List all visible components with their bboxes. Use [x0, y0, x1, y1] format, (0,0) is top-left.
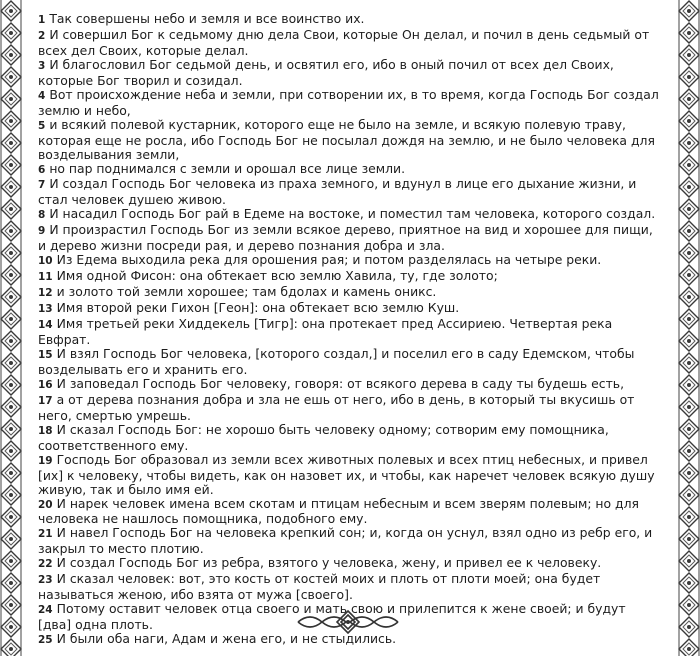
verse-text: И взял Господь Бог человека, [которого создал,] и поселил его в саду Едемском, чтобы возделывать его и хранить его.: [38, 345, 635, 377]
verse-number: 6: [38, 163, 46, 176]
verse-17: [38, 393, 662, 423]
verse-number: 20: [38, 498, 53, 511]
verse-text: Из Едема выходила река для орошения рая; и потом разделялась на четыре реки.: [56, 252, 602, 268]
verse-13: [38, 301, 662, 317]
verse-text: И насадил Господь Бог рай в Едеме на востоке, и поместил там человека, которого создал.: [49, 206, 656, 222]
verse-text: Вот происхождение неба и земли, при сотворении их, в то время, когда Господь Бог создал землю и небо,: [38, 86, 659, 118]
verse-number: 25: [38, 634, 53, 647]
verse-14: [38, 317, 662, 347]
verse-text: Имя второй реки Гихон [Геон]: она обтекает всю землю Куш.: [56, 300, 460, 316]
verse-number: 16: [38, 378, 53, 391]
verse-number: 12: [38, 287, 53, 300]
verse-12: [38, 285, 662, 301]
verse-text: И были оба наги, Адам и жена его, и не стыдились.: [56, 631, 397, 647]
verse-text: Потому оставит человек отца своего и мать свою и прилепится к жене своей; и будут [два] одна плоть.: [38, 601, 626, 633]
verse-1: [38, 12, 662, 28]
verse-20: [38, 497, 662, 527]
verse-text: И нарек человек имена всем скотам и птицам небесным и всем зверям полевым; но для человека не нашлось помощника, подобного ему.: [38, 495, 639, 527]
verse-number: 13: [38, 303, 53, 316]
verse-number: 9: [38, 225, 46, 238]
verse-number: 8: [38, 209, 46, 222]
verse-text: И заповедал Господь Бог человеку, говоря: от всякого дерева в саду ты будешь есть,: [56, 375, 625, 391]
verse-number: 5: [38, 119, 46, 132]
verse-text: Имя одной Фисон: она обтекает всю землю Хавила, ту, где золото;: [56, 268, 498, 284]
verse-number: 23: [38, 574, 53, 587]
verse-text: И совершил Бог к седьмому дню дела Свои, которые Он делал, и почил в день седьмый от всех дел Своих, которые делал.: [38, 26, 650, 58]
verse-number: 7: [38, 179, 46, 192]
verse-text: а от дерева познания добра и зла не ешь от него, ибо в день, в который ты вкусишь от него, смертью умрешь.: [38, 391, 635, 423]
verse-text: И создал Господь Бог человека из праха земного, и вдунул в лице его дыхание жизни, и стал человек душею живою.: [38, 176, 637, 208]
verse-10: [38, 253, 662, 269]
verse-21: [38, 526, 662, 556]
verse-9: [38, 223, 662, 253]
verse-text: И сказал Господь Бог: не хорошо быть человеку одному; сотворим ему помощника, соответственного ему.: [38, 421, 609, 453]
verse-text: Так совершены небо и земля и все воинство их.: [49, 11, 365, 26]
right-ornamental-border: [678, 0, 700, 656]
verse-18: [38, 423, 662, 453]
verse-text: И сказал человек: вот, это кость от костей моих и плоть от плоти моей; она будет называться женою, ибо взята от мужа [своего].: [38, 571, 601, 603]
verse-number: 2: [38, 29, 46, 42]
verse-4: [38, 88, 662, 118]
verse-22: [38, 556, 662, 572]
verse-number: 3: [38, 59, 46, 72]
chapter-text: [38, 12, 662, 648]
verse-11: [38, 269, 662, 285]
verse-16: [38, 377, 662, 393]
verse-5: [38, 118, 662, 162]
left-ornamental-border: [0, 0, 22, 656]
verse-text: и всякий полевой кустарник, которого еще не было на земле, и всякую полевую траву, которая еще не росла, ибо Господь Бог не посылал дождя на землю, и не было человека для возделывания земли,: [38, 116, 655, 162]
verse-text: Имя третьей реки Хиддекель [Тигр]: она протекает пред Ассириею. Четвертая река Евфрат.: [38, 316, 613, 348]
verse-text: но пар поднимался с земли и орошал все лице земли.: [49, 160, 406, 176]
verse-number: 4: [38, 89, 46, 102]
left-border-pattern: [0, 0, 22, 656]
verse-text: И благословил Бог седьмой день, и освятил его, ибо в оный почил от всех дел Своих, которые Бог творил и созидал.: [38, 56, 614, 88]
verse-number: 22: [38, 558, 53, 571]
right-border-pattern: [678, 0, 700, 656]
verse-number: 15: [38, 348, 53, 361]
verse-2: [38, 28, 662, 58]
verse-text: И навел Господь Бог на человека крепкий сон; и, когда он уснул, взял одно из ребр его, и закрыл то место плотию.: [38, 525, 653, 557]
verse-text: И произрастил Господь Бог из земли всякое дерево, приятное на вид и хорошее для пищи, и дерево жизни посреди рая, и дерево познания добра и зла.: [38, 222, 653, 254]
verse-19: [38, 453, 662, 497]
verse-text: Господь Бог образовал из земли всех животных полевых и всех птиц небесных, и привел [их] к человеку, чтобы видеть, как он назовет их, и чтобы, как наречет человек всякую душу живую, так и было имя ей.: [38, 451, 655, 497]
verse-3: [38, 58, 662, 88]
verse-number: 10: [38, 255, 53, 268]
verse-8: [38, 207, 662, 223]
verse-6: [38, 162, 662, 178]
verse-text: и золото той земли хорошее; там бдолах и камень оникс.: [56, 284, 437, 300]
verse-number: 14: [38, 319, 53, 332]
verse-7: [38, 177, 662, 207]
knot-icon: [296, 608, 400, 636]
verse-number: 24: [38, 604, 53, 617]
verse-number: 21: [38, 528, 53, 541]
verse-23: [38, 572, 662, 602]
verse-text: И создал Господь Бог из ребра, взятого у человека, жену, и привел ее к человеку.: [56, 555, 602, 571]
decorative-knot-ornament: [296, 608, 400, 636]
verse-number: 1: [38, 14, 46, 26]
verse-number: 19: [38, 454, 53, 467]
verse-number: 17: [38, 394, 53, 407]
verse-number: 11: [38, 271, 53, 284]
verse-15: [38, 347, 662, 377]
verse-number: 18: [38, 424, 53, 437]
